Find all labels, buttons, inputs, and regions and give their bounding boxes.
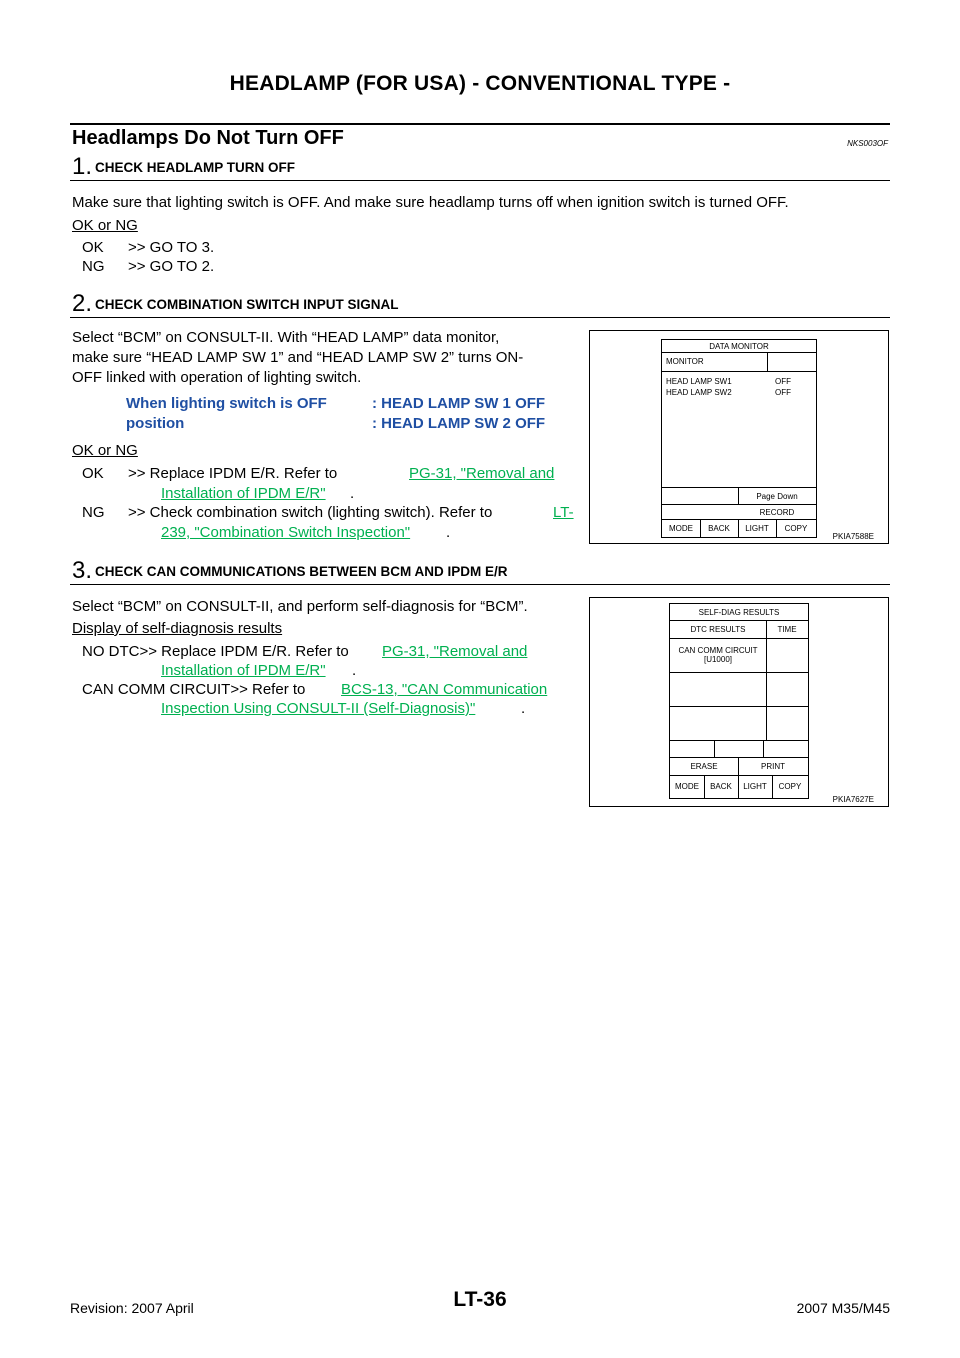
step3-can-link-line2[interactable]: Inspection Using CONSULT-II (Self-Diagnosis)" [161, 700, 476, 717]
blank-cell-c [763, 740, 808, 758]
light-button-2[interactable]: LIGHT [738, 775, 773, 798]
step3-heading [72, 557, 508, 585]
step1-ng-text: >> GO TO 2. [128, 258, 215, 275]
self-diag-screen [669, 603, 809, 799]
record-label[interactable]: RECORD [759, 507, 795, 517]
step3-text: Select “BCM” on CONSULT-II, and perform self-diagnosis for “BCM”. [72, 598, 528, 615]
step2-condition-left-1: When lighting switch is OFF [126, 395, 327, 412]
empty-row-1-time [766, 672, 808, 707]
can-comm-circuit-row [670, 638, 767, 673]
step1-ok-text: >> GO TO 3. [128, 239, 215, 256]
footer-revision: Revision: 2007 April [70, 1300, 194, 1316]
blank-cell-b [714, 740, 764, 758]
copy-button[interactable]: COPY [784, 523, 808, 533]
empty-row-2 [670, 706, 767, 741]
copy-button-2[interactable]: COPY [778, 782, 802, 791]
can-time-cell [766, 638, 808, 673]
self-diag-title: SELF-DIAG RESULTS [670, 604, 808, 621]
empty-row-1 [670, 672, 767, 707]
step2-text-line1: Select “BCM” on CONSULT-II. With “HEAD LAMP” data monitor, [72, 329, 500, 346]
step1-title: CHECK HEADLAMP TURN OFF [95, 160, 296, 175]
step2-number: 2. [72, 290, 93, 317]
print-button[interactable]: PRINT [738, 757, 808, 776]
can-comm-circuit-code: [U1000] [703, 655, 733, 664]
monitor-header-blank [767, 352, 816, 372]
step2-text-line3: OFF linked with operation of lighting switch. [72, 369, 362, 386]
step2-heading [72, 290, 399, 318]
monitor-header: MONITOR [662, 352, 768, 372]
step2-text-line2: make sure “HEAD LAMP SW 1” and “HEAD LAMP SW 2” turns ON- [72, 349, 524, 366]
footer-page-number: LT-36 [453, 1288, 507, 1311]
time-header: TIME [766, 620, 808, 639]
step1-number: 1. [72, 153, 93, 180]
step2-result-label: OK or NG [72, 442, 138, 459]
step2-ok-label: OK [82, 465, 104, 482]
step3-can-tail: . [521, 700, 526, 717]
title-rule [70, 123, 890, 125]
mode-button[interactable]: MODE [662, 519, 701, 537]
step2-ng-tail: . [446, 524, 451, 541]
dtc-results-header: DTC RESULTS [670, 620, 767, 639]
step3-title: CHECK CAN COMMUNICATIONS BETWEEN BCM AND IPDM E/R [95, 564, 508, 579]
section-title: Headlamps Do Not Turn OFF [72, 127, 344, 149]
step2-ok-link-line2[interactable]: Installation of IPDM E/R" [161, 485, 326, 502]
row1-value: OFF [775, 377, 791, 386]
light-button[interactable]: LIGHT [738, 519, 777, 537]
footer-model: 2007 M35/M45 [796, 1300, 890, 1316]
step1-heading [72, 153, 295, 181]
step2-ng-link-line2[interactable]: 239, "Combination Switch Inspection" [161, 524, 411, 541]
step2-ng-text: >> Check combination switch (lighting switch). Refer to [128, 504, 493, 521]
page-header: HEADLAMP (FOR USA) - CONVENTIONAL TYPE - [229, 72, 731, 95]
record-button [662, 504, 816, 520]
empty-row-2-time [766, 706, 808, 741]
step3-nodtc-link-line1[interactable]: PG-31, "Removal and [382, 643, 528, 660]
step2-condition-right-1: : HEAD LAMP SW 1 OFF [372, 395, 546, 412]
step1-result-label: OK or NG [72, 217, 138, 234]
step2-title: CHECK COMBINATION SWITCH INPUT SIGNAL [95, 297, 399, 312]
step2-ng-label: NG [82, 504, 105, 521]
blank-cell-a [670, 740, 715, 758]
step1-rule [70, 180, 890, 181]
erase-button[interactable]: ERASE [670, 757, 739, 776]
can-comm-circuit-label: CAN COMM CIRCUIT [678, 646, 758, 655]
step3-can-link-line1[interactable]: BCS-13, "CAN Communication [341, 681, 548, 698]
back-button-2[interactable]: BACK [704, 775, 739, 798]
figure1-code: PKIA7588E [832, 532, 874, 541]
step2-condition-right-2: : HEAD LAMP SW 2 OFF [372, 415, 546, 432]
figure-self-diag [589, 597, 889, 807]
step1-text: Make sure that lighting switch is OFF. And make sure headlamp turns off when ignition switch is turned OFF. [72, 194, 789, 211]
step3-nodtc-tail: . [352, 662, 357, 679]
step3-number: 3. [72, 557, 93, 584]
step2-ok-tail: . [350, 485, 355, 502]
figure-data-monitor [589, 330, 889, 544]
step2-ok-text: >> Replace IPDM E/R. Refer to [128, 465, 338, 482]
step2-rule [70, 317, 890, 318]
page-down-button[interactable]: Page Down [738, 487, 816, 505]
row2-name: HEAD LAMP SW2 [666, 388, 732, 397]
mode-button-2[interactable]: MODE [670, 775, 705, 798]
back-button[interactable]: BACK [700, 519, 739, 537]
row1-name: HEAD LAMP SW1 [666, 377, 732, 386]
step2-ng-link-line1[interactable]: LT- [553, 504, 574, 521]
step3-nodtc-text: NO DTC>> Replace IPDM E/R. Refer to [82, 643, 349, 660]
step3-result-label: Display of self-diagnosis results [72, 620, 283, 637]
consult-screen [661, 339, 817, 538]
step3-nodtc-link-line2[interactable]: Installation of IPDM E/R" [161, 662, 326, 679]
step2-condition-left-2: position [126, 415, 185, 432]
section-code: NKS003OF [847, 139, 888, 148]
step3-rule [70, 584, 890, 585]
blank-cell [662, 487, 739, 505]
step2-ok-link-line1[interactable]: PG-31, "Removal and [409, 465, 555, 482]
figure2-code: PKIA7627E [832, 795, 874, 804]
screen-title: DATA MONITOR [662, 340, 816, 353]
step1-ng-label: NG [82, 258, 105, 275]
step1-ok-label: OK [82, 239, 104, 256]
row2-value: OFF [775, 388, 791, 397]
step3-can-text: CAN COMM CIRCUIT>> Refer to [82, 681, 306, 698]
